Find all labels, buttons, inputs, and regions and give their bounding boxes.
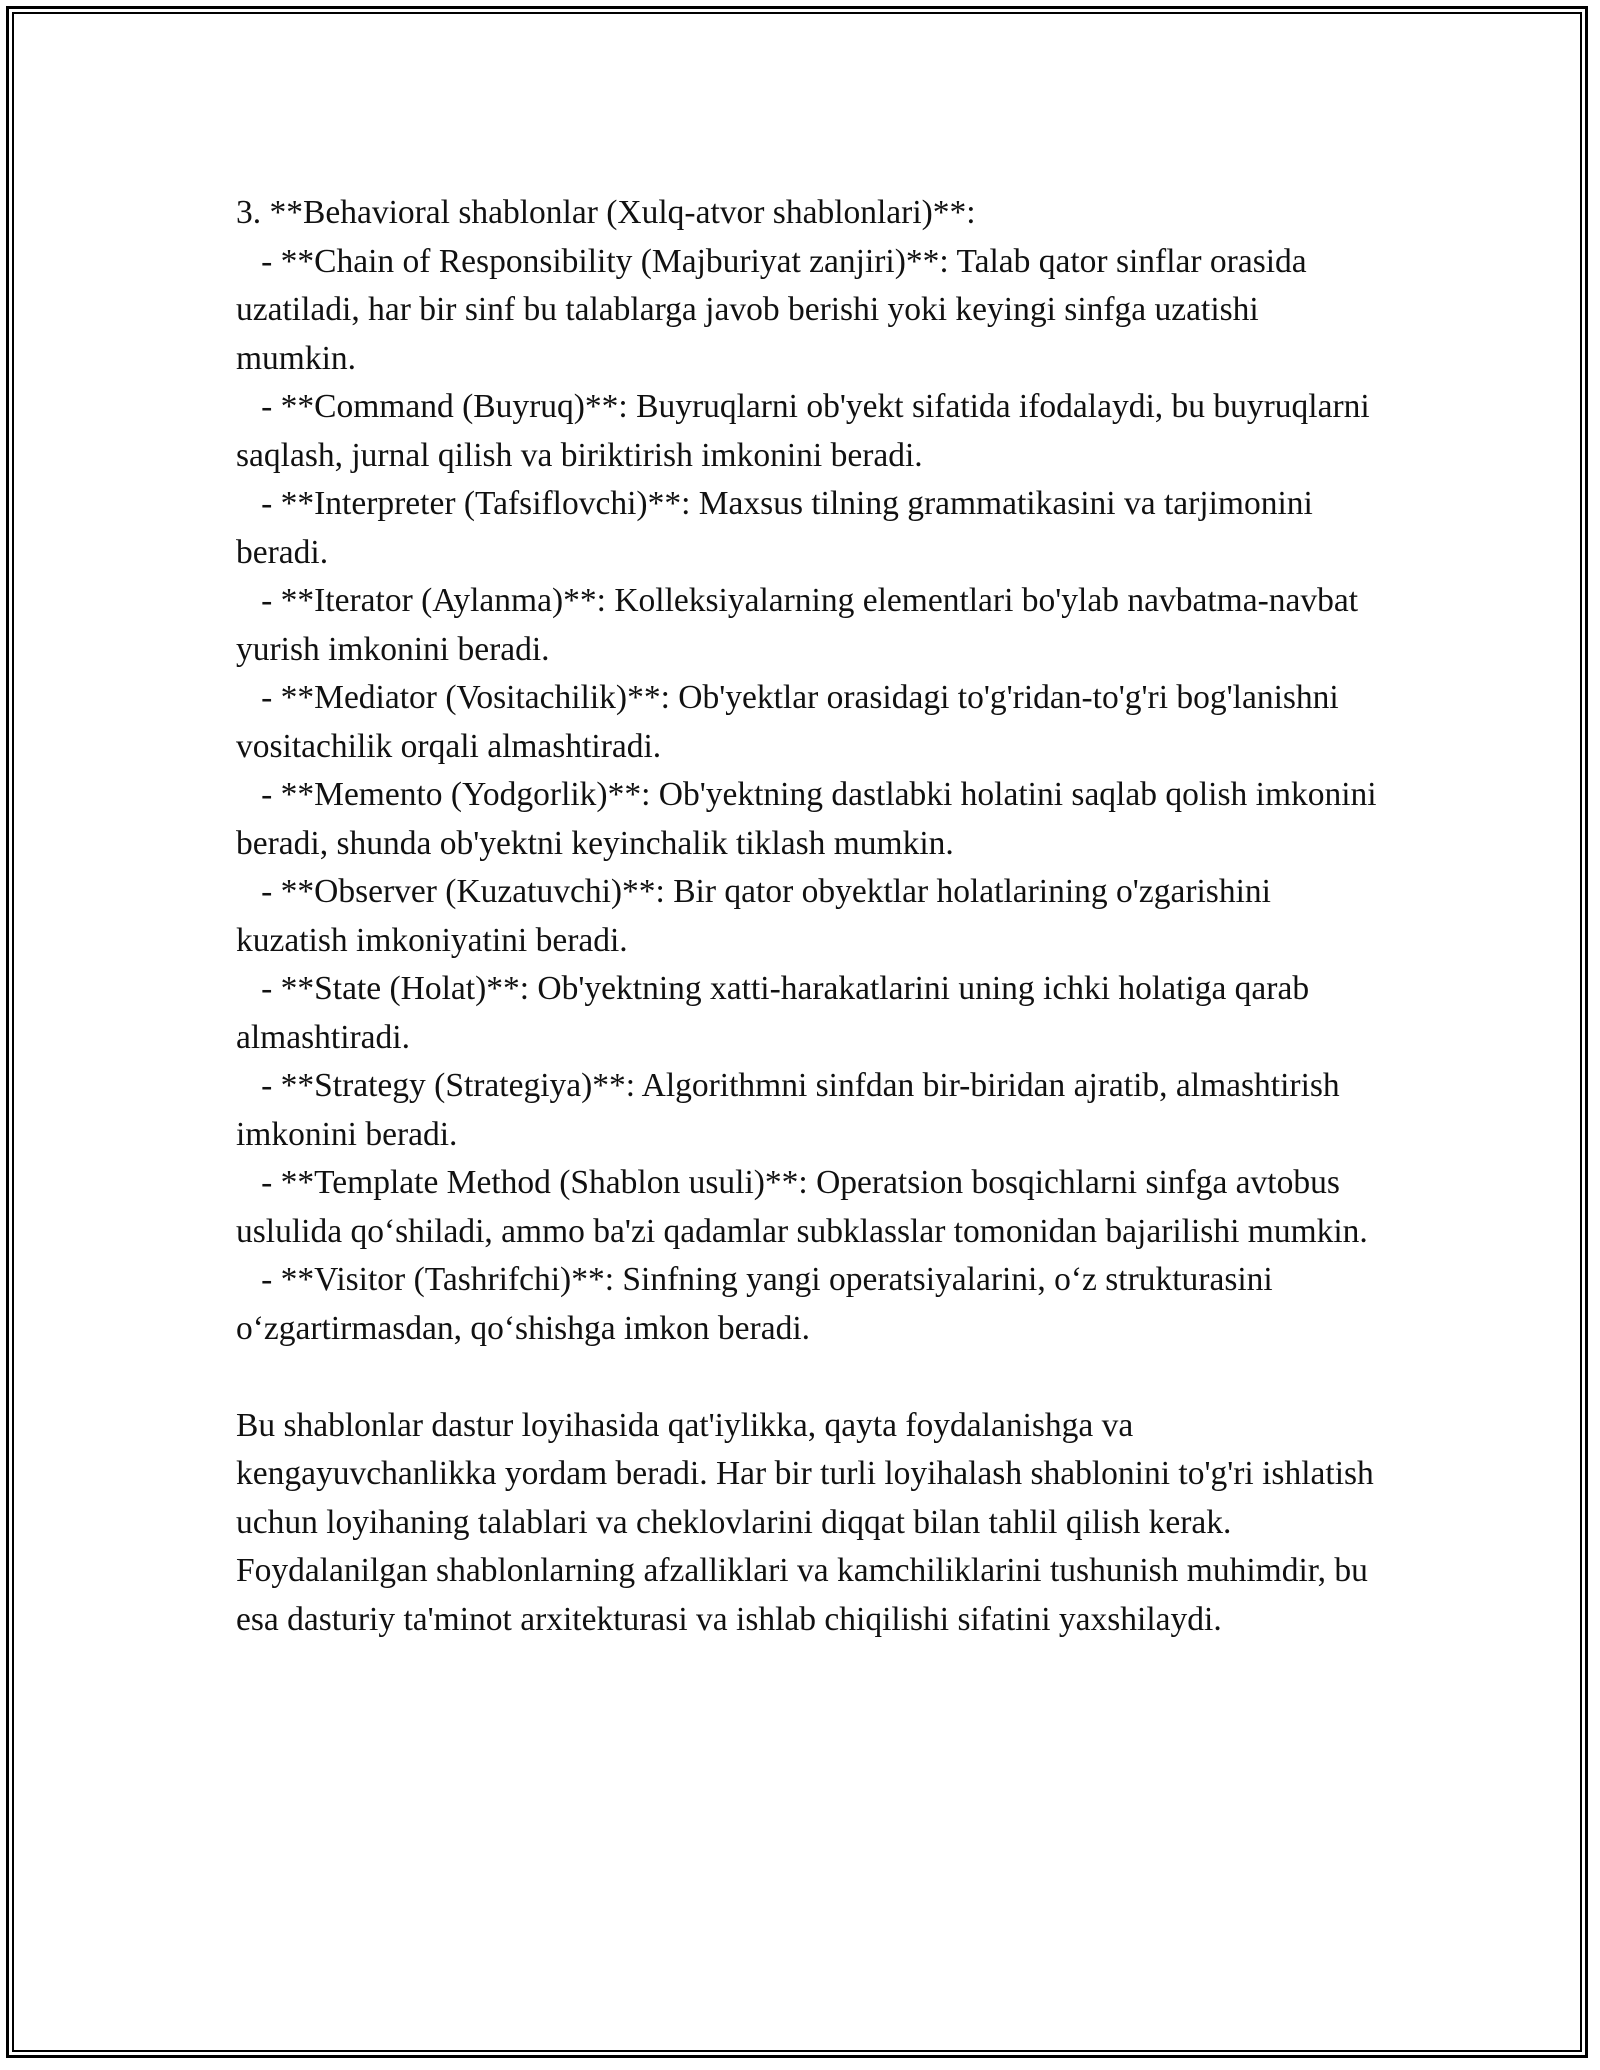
document-body — [236, 189, 1386, 1644]
list-item-state: - **State (Holat)**: Ob'yektning xatti-harakatlarini uning ichki holatiga qarab almashtiradi. — [236, 970, 1318, 1056]
conclusion-paragraph: Bu shablonlar dastur loyihasida qat'iylikka, qayta foydalanishga va kengayuvchanlikka yordam beradi. Har bir turli loyihalash shablonini to'g'ri ishlatish uchun loyihaning talablari va cheklovlarini diqqat bilan tahlil qilish kerak. Foydalanilgan shablonlarning afzalliklari va kamchiliklarini tushunish muhimdir, bu esa dasturiy ta'minot arxitekturasi va ishlab chiqilishi sifatini yaxshilaydi. — [236, 1406, 1383, 1638]
list-item-command: - **Command (Buyruq)**: Buyruqlarni ob'yekt sifatida ifodalaydi, bu buyruqlarni saqlash, jurnal qilish va biriktirish imkonini beradi. — [236, 388, 1379, 474]
section-heading: 3. **Behavioral shablonlar (Xulq-atvor shablonlari)**: — [236, 194, 976, 231]
list-item-chain-of-responsibility: - **Chain of Responsibility (Majburiyat zanjiri)**: Talab qator sinflar orasida uzatiladi, har bir sinf bu talablarga javob berishi yoki keyingi sinfga uzatishi mumkin. — [236, 242, 1316, 377]
list-item-template-method: - **Template Method (Shablon usuli)**: Operatsion bosqichlarni sinfga avtobus uslulida qo‘shiladi, ammo ba'zi qadamlar subklasslar tomonidan bajarilishi mumkin. — [236, 1164, 1368, 1250]
list-item-visitor: - **Visitor (Tashrifchi)**: Sinfning yangi operatsiyalarini, o‘z strukturasini o‘zgartirmasdan, qo‘shishga imkon beradi. — [236, 1261, 1282, 1347]
paragraph-spacer — [236, 1353, 1386, 1402]
list-item-mediator: - **Mediator (Vositachilik)**: Ob'yektlar orasidagi to'g'ridan-to'g'ri bog'lanishni vositachilik orqali almashtiradi. — [236, 679, 1348, 765]
list-item-strategy: - **Strategy (Strategiya)**: Algorithmni sinfdan bir-biridan ajratib, almashtirish imkonini beradi. — [236, 1067, 1349, 1153]
list-item-interpreter: - **Interpreter (Tafsiflovchi)**: Maxsus tilning grammatikasini va tarjimonini beradi. — [236, 485, 1322, 571]
list-item-memento: - **Memento (Yodgorlik)**: Ob'yektning dastlabki holatini saqlab qolish imkonini beradi, shunda ob'yektni keyinchalik tiklash mumkin. — [236, 776, 1385, 862]
list-item-observer: - **Observer (Kuzatuvchi)**: Bir qator obyektlar holatlarining o'zgarishini kuzatish imkoniyatini beradi. — [236, 873, 1280, 959]
list-item-iterator: - **Iterator (Aylanma)**: Kolleksiyalarning elementlari bo'ylab navbatma-navbat yurish imkonini beradi. — [236, 582, 1367, 668]
